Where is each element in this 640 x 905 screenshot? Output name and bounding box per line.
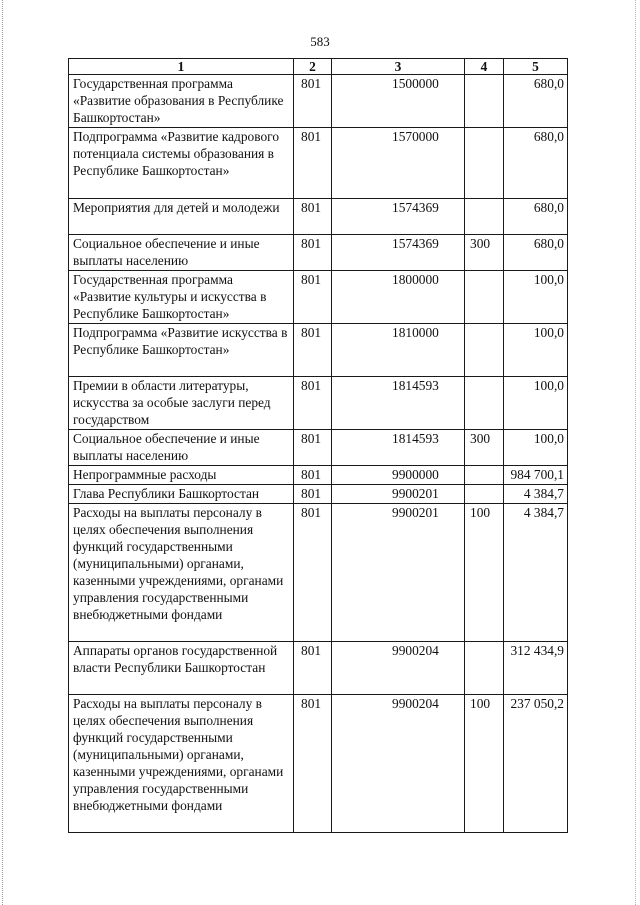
row-code: 801 <box>294 430 332 466</box>
row-name: Мероприятия для детей и молодежи <box>69 199 294 235</box>
row-expense-type <box>465 377 504 430</box>
row-target-code: 9900201 <box>332 485 465 504</box>
table-row <box>69 642 568 695</box>
row-name: Расходы на выплаты персоналу в целях обеспечения выполнения функций государственными (муниципальными) органами, казенными учреждениями, органами управления государственными внебюджетными фондами <box>69 695 294 833</box>
row-code: 801 <box>294 466 332 485</box>
header-col-5: 5 <box>504 59 568 75</box>
row-name: Социальное обеспечение и иные выплаты населению <box>69 430 294 466</box>
row-expense-type <box>465 199 504 235</box>
header-col-4: 4 <box>465 59 504 75</box>
row-code: 801 <box>294 199 332 235</box>
table-row <box>69 271 568 324</box>
row-amount: 680,0 <box>504 128 568 199</box>
table-row <box>69 695 568 833</box>
row-target-code: 1500000 <box>332 75 465 128</box>
row-target-code: 9900000 <box>332 466 465 485</box>
row-amount: 100,0 <box>504 377 568 430</box>
row-expense-type <box>465 324 504 377</box>
row-target-code: 1570000 <box>332 128 465 199</box>
row-target-code: 1800000 <box>332 271 465 324</box>
row-name: Премии в области литературы, искусства за особые заслуги перед государством <box>69 377 294 430</box>
scan-edge-left <box>2 0 4 905</box>
header-col-3: 3 <box>332 59 465 75</box>
table-row <box>69 199 568 235</box>
row-name: Непрограммные расходы <box>69 466 294 485</box>
row-amount: 100,0 <box>504 430 568 466</box>
row-target-code: 1814593 <box>332 377 465 430</box>
row-expense-type: 300 <box>465 235 504 271</box>
row-code: 801 <box>294 695 332 833</box>
row-amount: 4 384,7 <box>504 504 568 642</box>
row-name: Государственная программа «Развитие культуры и искусства в Республике Башкортостан» <box>69 271 294 324</box>
row-amount: 680,0 <box>504 199 568 235</box>
row-target-code: 1574369 <box>332 199 465 235</box>
scan-edge-right <box>635 0 637 905</box>
row-expense-type <box>465 485 504 504</box>
row-amount: 100,0 <box>504 324 568 377</box>
table-header-row <box>69 59 568 75</box>
row-code: 801 <box>294 128 332 199</box>
row-code: 801 <box>294 504 332 642</box>
table-row <box>69 377 568 430</box>
budget-table <box>68 58 568 833</box>
page-number: 583 <box>310 34 330 49</box>
row-expense-type <box>465 128 504 199</box>
row-name: Расходы на выплаты персоналу в целях обеспечения выполнения функций государственными (муниципальными) органами, казенными учреждениями, органами управления государственными внебюджетными фондами <box>69 504 294 642</box>
row-expense-type <box>465 642 504 695</box>
table-row <box>69 485 568 504</box>
row-expense-type <box>465 466 504 485</box>
row-amount: 680,0 <box>504 75 568 128</box>
row-target-code: 9900204 <box>332 642 465 695</box>
row-code: 801 <box>294 485 332 504</box>
row-amount: 312 434,9 <box>504 642 568 695</box>
table-row <box>69 235 568 271</box>
row-expense-type: 100 <box>465 695 504 833</box>
table-row <box>69 324 568 377</box>
row-target-code: 1574369 <box>332 235 465 271</box>
row-name: Государственная программа «Развитие образования в Республике Башкортостан» <box>69 75 294 128</box>
row-target-code: 9900201 <box>332 504 465 642</box>
row-amount: 237 050,2 <box>504 695 568 833</box>
row-name: Глава Республики Башкортостан <box>69 485 294 504</box>
header-col-1: 1 <box>69 59 294 75</box>
row-amount: 680,0 <box>504 235 568 271</box>
table-row <box>69 430 568 466</box>
row-code: 801 <box>294 235 332 271</box>
row-code: 801 <box>294 271 332 324</box>
row-expense-type <box>465 75 504 128</box>
row-name: Подпрограмма «Развитие кадрового потенциала системы образования в Республике Башкортостан» <box>69 128 294 199</box>
table-row <box>69 75 568 128</box>
row-name: Подпрограмма «Развитие искусства в Республике Башкортостан» <box>69 324 294 377</box>
row-expense-type <box>465 271 504 324</box>
table-row <box>69 128 568 199</box>
row-expense-type: 300 <box>465 430 504 466</box>
row-name: Аппараты органов государственной власти Республики Башкортостан <box>69 642 294 695</box>
row-target-code: 9900204 <box>332 695 465 833</box>
table-row <box>69 504 568 642</box>
row-expense-type: 100 <box>465 504 504 642</box>
row-name: Социальное обеспечение и иные выплаты населению <box>69 235 294 271</box>
row-amount: 4 384,7 <box>504 485 568 504</box>
row-target-code: 1810000 <box>332 324 465 377</box>
header-col-2: 2 <box>294 59 332 75</box>
row-code: 801 <box>294 324 332 377</box>
row-code: 801 <box>294 75 332 128</box>
row-code: 801 <box>294 642 332 695</box>
row-amount: 984 700,1 <box>504 466 568 485</box>
row-code: 801 <box>294 377 332 430</box>
row-target-code: 1814593 <box>332 430 465 466</box>
row-amount: 100,0 <box>504 271 568 324</box>
table-row <box>69 466 568 485</box>
